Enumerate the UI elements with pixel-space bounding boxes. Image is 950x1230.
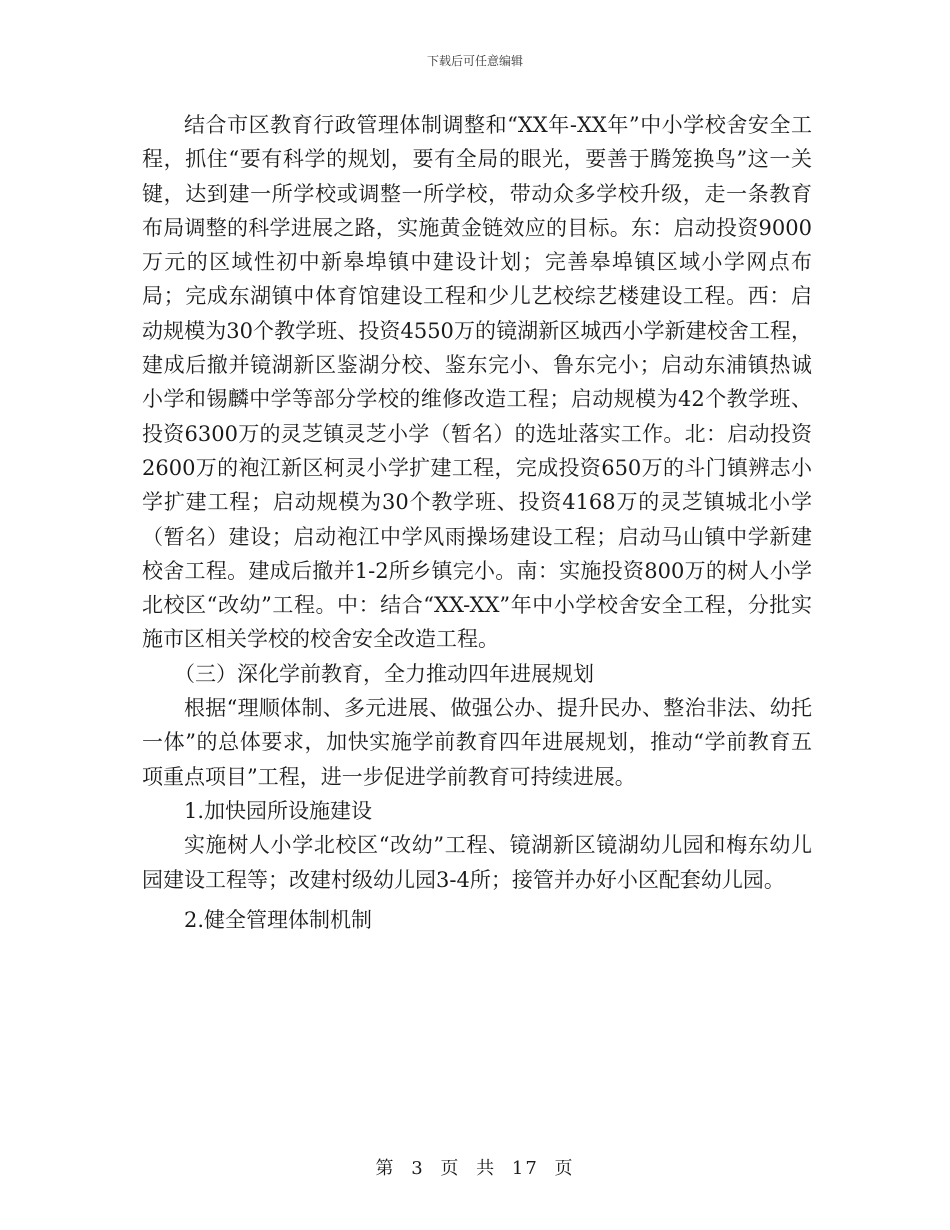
- subheading-management: 2.健全管理体制机制: [184, 907, 373, 932]
- paragraph-preschool-plan: 根据“理顺体制、多元进展、做强公办、提升民办、整治非法、幼托一体”的总体要求，加快实施学前教育四年进展规划，推动“学前教育五项重点项目”工程，进一步促进学前教育可持续进展。: [142, 696, 812, 789]
- subheading-facilities: 1.加快园所设施建设: [184, 798, 373, 823]
- current-page-number: 3: [411, 1158, 425, 1179]
- total-pages-number: 17: [511, 1158, 539, 1179]
- page-unit: 页: [440, 1158, 461, 1179]
- total-unit: 页: [554, 1158, 575, 1179]
- paragraph-facilities: 实施树人小学北校区“改幼”工程、镜湖新区镜湖幼儿园和梅东幼儿园建设工程等；改建村级幼儿园3-4所；接管并办好小区配套幼儿园。: [142, 833, 812, 892]
- page-label: 第: [375, 1158, 396, 1179]
- paragraph-school-construction: 结合市区教育行政管理体制调整和“XX年-XX年”中小学校舍安全工程，抓住“要有科学的规划，要有全局的眼光，要善于腾笼换鸟”这一关键，达到建一所学校或调整一所学校，带动众多学校升级，走一条教育布局调整的科学进展之路，实施黄金链效应的目标。东：启动投资9000万元的区域性初中新皋埠镇中建设计划；完善皋埠镇区域小学网点布局；完成东湖镇中体育馆建设工程和少儿艺校综艺楼建设工程。西：启动规模为30个教学班、投资4550万的镜湖新区城西小学新建校舍工程，建成后撤并镜湖新区鉴湖分校、鉴东完小、鲁东完小；启动东浦镇热诚小学和锡麟中学等部分学校的维修改造工程；启动规模为42个教学班、投资6300万的灵芝镇灵芝小学（暂名）的选址落实工作。北：启动投资2600万的袍江新区柯灵小学扩建工程，完成投资650万的斗门镇辨志小学扩建工程；启动规模为30个教学班、投资4168万的灵芝镇城北小学（暂名）建设；启动袍江中学风雨操场建设工程；启动马山镇中学新建校舍工程。建成后撤并1-2所乡镇完小。南：实施投资800万的树人小学北校区“改幼”工程。中：结合“XX-XX”年中小学校舍安全工程，分批实施市区相关学校的校舍安全改造工程。: [142, 113, 812, 652]
- page-footer: [0, 1154, 950, 1180]
- document-body: [142, 108, 812, 937]
- section-heading-preschool: （三）深化学前教育，全力推动四年进展规划: [174, 661, 594, 686]
- total-label: 共: [476, 1158, 497, 1179]
- page-header-note: 下载后可任意编辑: [426, 54, 523, 68]
